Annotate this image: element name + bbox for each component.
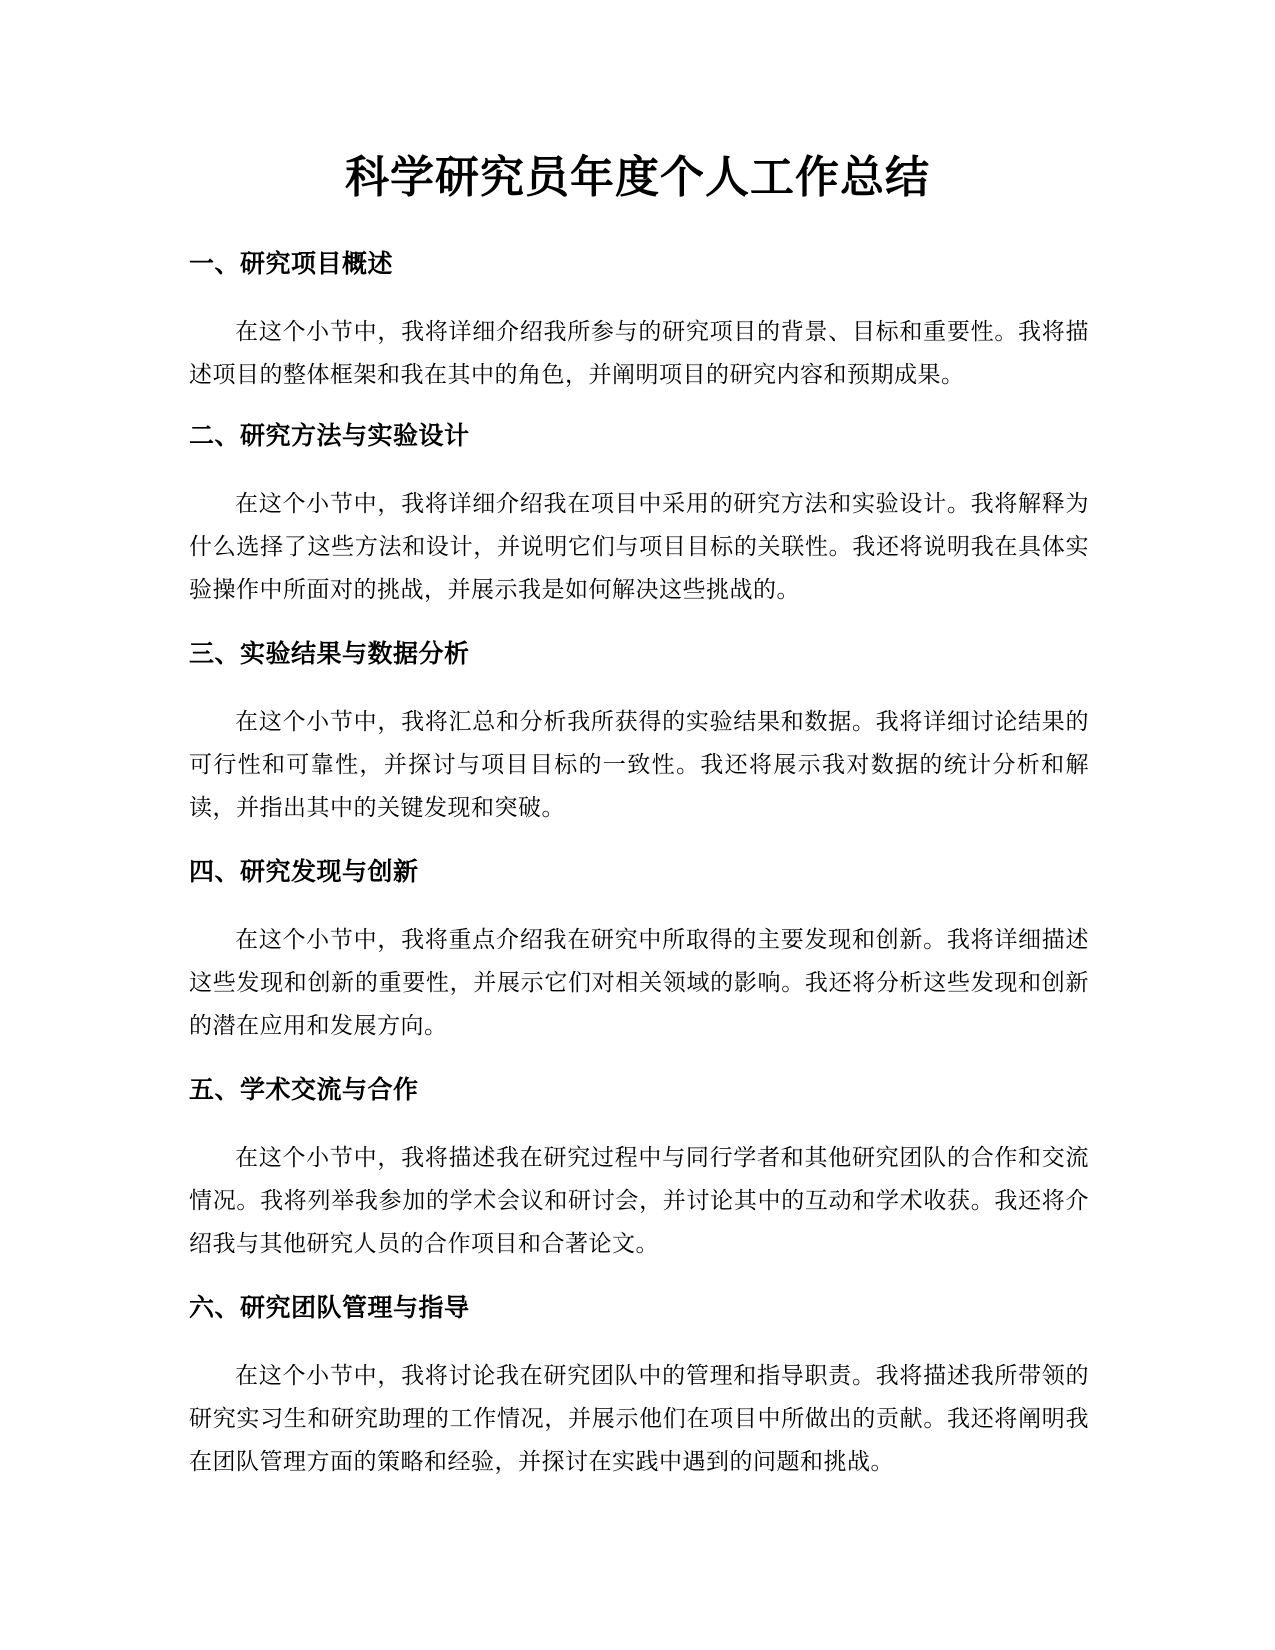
section-findings-innovation	[189, 855, 1089, 1048]
section-body: 在这个小节中，我将汇总和分析我所获得的实验结果和数据。我将详细讨论结果的可行性和可靠性，并探讨与项目目标的一致性。我还将展示我对数据的统计分析和解读，并指出其中的关键发现和突破。	[189, 709, 1089, 821]
section-body: 在这个小节中，我将描述我在研究过程中与同行学者和其他研究团队的合作和交流情况。我将列举我参加的学术会议和研讨会，并讨论其中的互动和学术收获。我还将介绍我与其他研究人员的合作项目和合著论文。	[189, 1145, 1089, 1257]
section-heading: 六、研究团队管理与指导	[189, 1293, 470, 1322]
section-heading: 二、研究方法与实验设计	[189, 421, 470, 450]
section-results-analysis	[189, 637, 1089, 830]
section-body: 在这个小节中，我将详细介绍我在项目中采用的研究方法和实验设计。我将解释为什么选择了这些方法和设计，并说明它们与项目目标的关联性。我还将说明我在具体实验操作中所面对的挑战，并展示我是如何解决这些挑战的。	[189, 491, 1089, 603]
section-research-overview	[189, 247, 1089, 397]
section-body: 在这个小节中，我将重点介绍我在研究中所取得的主要发现和创新。我将详细描述这些发现和创新的重要性，并展示它们对相关领域的影响。我还将分析这些发现和创新的潜在应用和发展方向。	[189, 927, 1089, 1039]
section-heading: 三、实验结果与数据分析	[189, 639, 470, 668]
section-body: 在这个小节中，我将详细介绍我所参与的研究项目的背景、目标和重要性。我将描述项目的整体框架和我在其中的角色，并阐明项目的研究内容和预期成果。	[189, 319, 1089, 388]
section-heading: 五、学术交流与合作	[189, 1075, 419, 1104]
section-heading: 一、研究项目概述	[189, 249, 394, 278]
section-team-management	[189, 1291, 1089, 1484]
section-academic-exchange	[189, 1073, 1089, 1266]
section-methods-design	[189, 419, 1089, 612]
document-title: 科学研究员年度个人工作总结	[345, 152, 930, 203]
section-heading: 四、研究发现与创新	[189, 857, 419, 886]
section-body: 在这个小节中，我将讨论我在研究团队中的管理和指导职责。我将描述我所带领的研究实习生和研究助理的工作情况，并展示他们在项目中所做出的贡献。我还将阐明我在团队管理方面的策略和经验，并探讨在实践中遇到的问题和挑战。	[189, 1363, 1089, 1475]
